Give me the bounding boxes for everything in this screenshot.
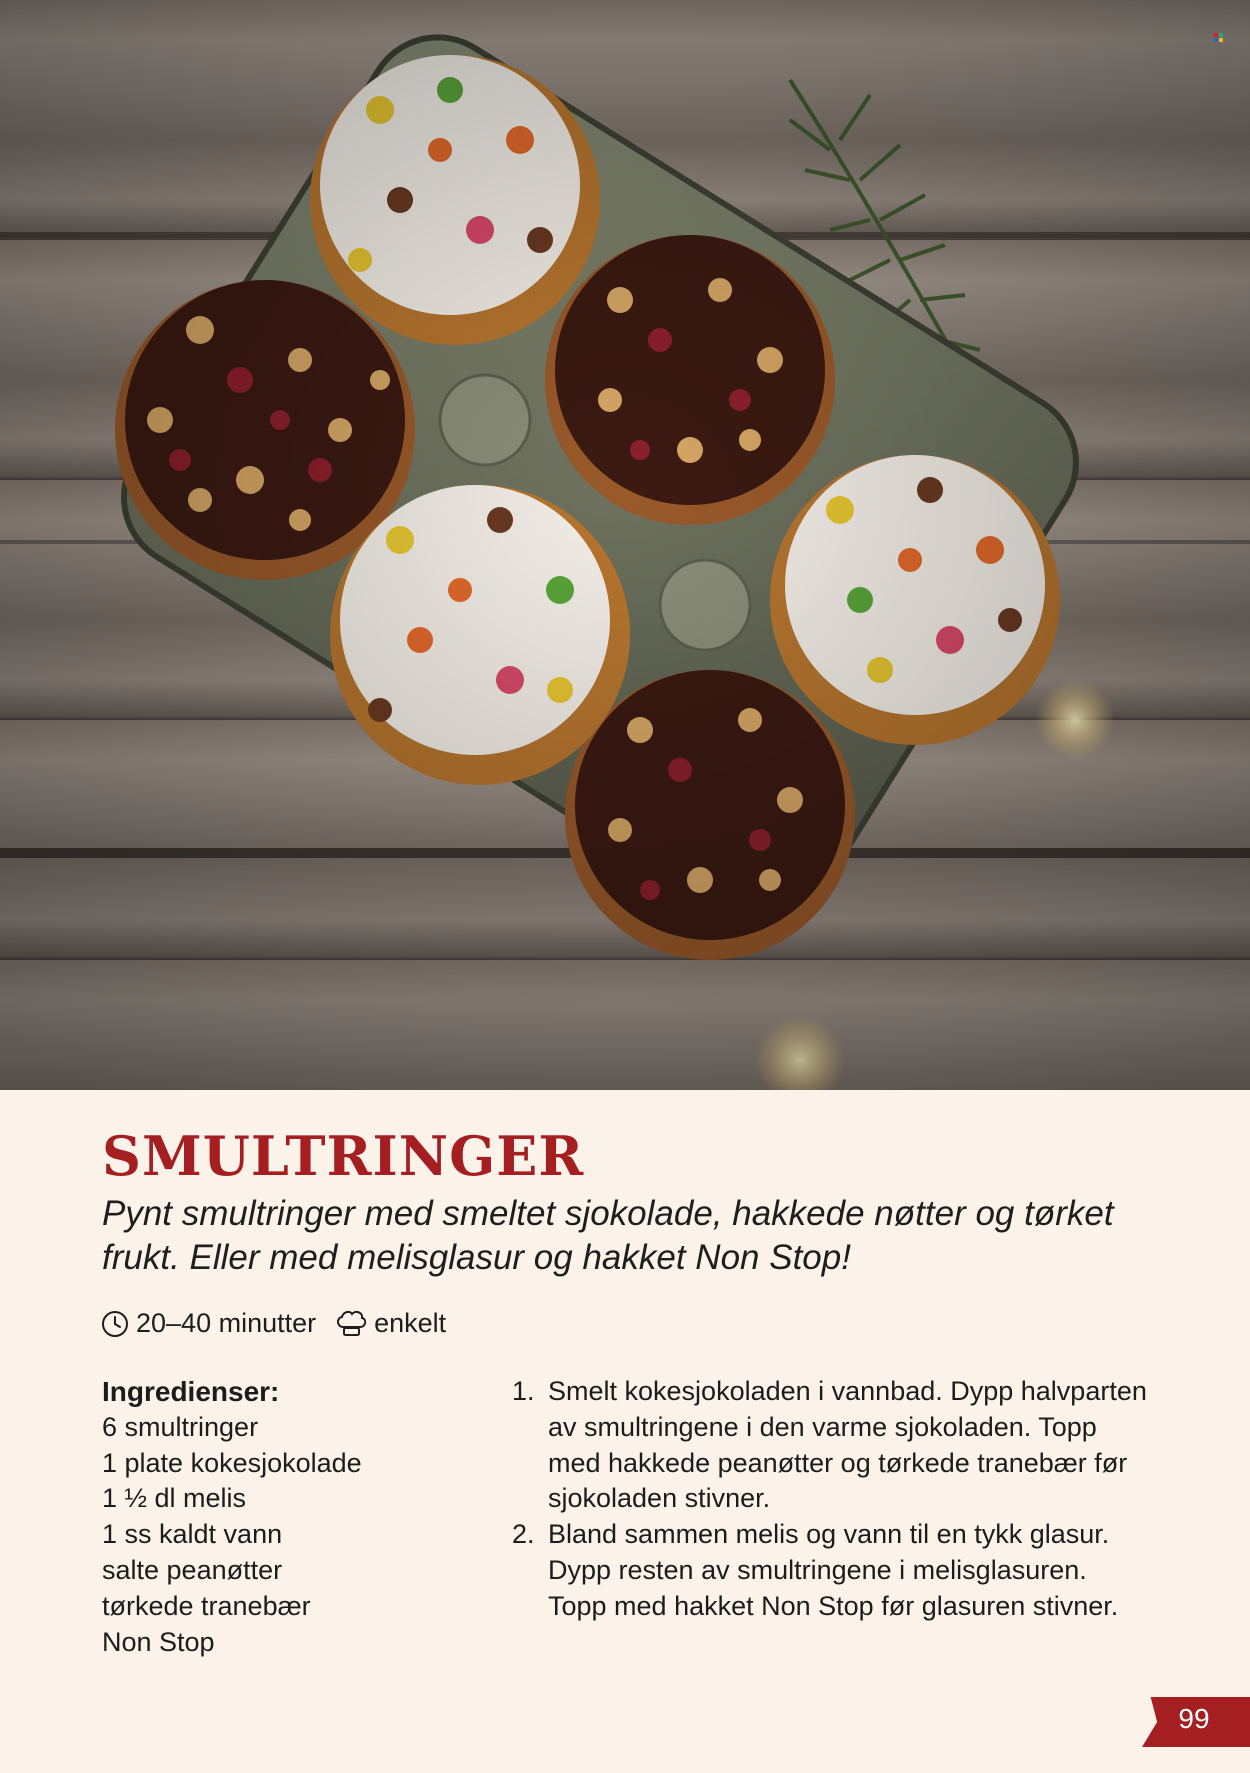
steps-list [512, 1374, 1152, 1625]
list-item: 1 plate kokesjokolade [102, 1447, 362, 1478]
difficulty [334, 1308, 446, 1339]
list-item: 6 smultringer [102, 1411, 259, 1442]
step-item [512, 1517, 1152, 1624]
difficulty-label: enkelt [374, 1308, 447, 1338]
step-number: 2. [512, 1519, 535, 1550]
ingredients-section [102, 1374, 522, 1660]
page-number: 99 [1178, 1703, 1210, 1734]
prep-time-label: 20–40 minutter [136, 1308, 317, 1338]
brand-logo-icon [1214, 33, 1224, 43]
step-text: Smelt kokesjokoladen i vannbad. Dypp halvparten av smultringene i den varme sjokoladen. Topp med hakkede peanøtter og tørkede tranebær før sjokoladen stivner. [548, 1376, 1147, 1514]
recipe-title: SMULTRINGER [102, 1124, 585, 1188]
chef-hat-icon [334, 1309, 368, 1339]
recipe-meta [100, 1308, 464, 1339]
clock-icon [100, 1309, 130, 1339]
step-number: 1. [512, 1376, 535, 1406]
list-item: 1 ss kaldt vann [102, 1519, 283, 1550]
list-item: salte peanøtter [102, 1554, 283, 1585]
prep-time [100, 1308, 316, 1339]
step-item [512, 1374, 1152, 1517]
list-item: tørkede tranebær [102, 1590, 311, 1621]
step-text: Bland sammen melis og vann til en tykk glasur. Dypp resten av smultringene i melisglasuren. Topp med hakket Non Stop før glasuren stivner. [548, 1519, 1119, 1621]
recipe-subtitle: Pynt smultringer med smeltet sjokolade, hakkede nøtter og tørket frukt. Eller med melisglasur og hakket Non Stop! [102, 1194, 1114, 1277]
ingredients-heading: Ingredienser: [102, 1376, 280, 1407]
list-item: 1 ½ dl melis [102, 1483, 247, 1514]
list-item: Non Stop [102, 1626, 215, 1657]
steps-section [512, 1374, 1152, 1625]
ingredients-list [102, 1410, 522, 1661]
